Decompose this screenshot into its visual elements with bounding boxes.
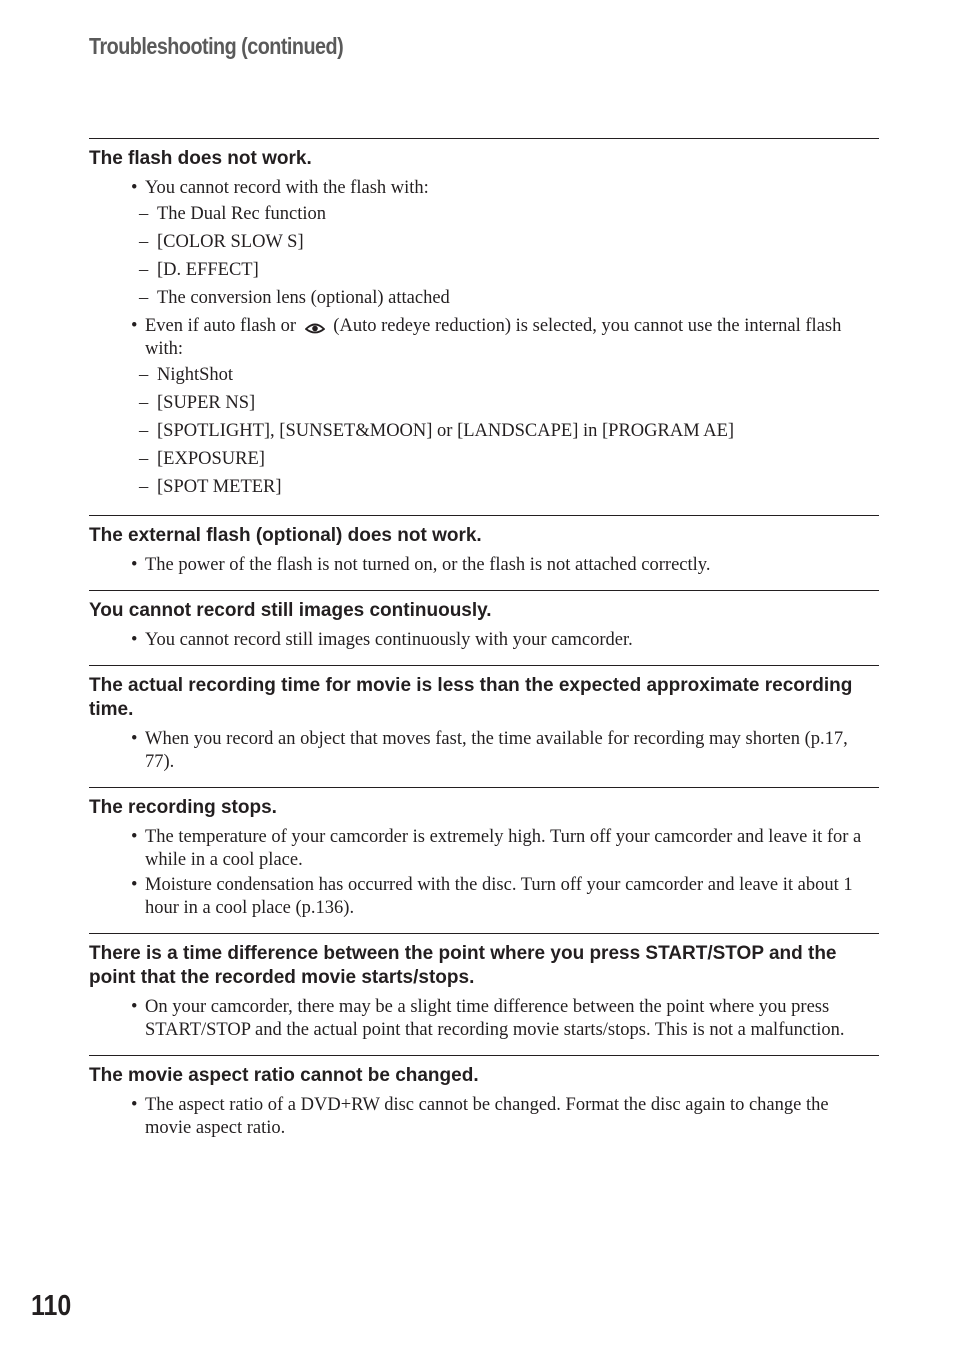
bullet-text: You cannot record still images continuously with your camcorder. bbox=[145, 630, 633, 650]
bullet-item: • When you record an object that moves fast, the time available for recording may shorten (p.17, 77). bbox=[131, 729, 848, 772]
page-number: 110 bbox=[31, 1290, 72, 1322]
bullet-text: On your camcorder, there may be a slight time difference between the point where you press START/STOP and the actual point that recording movie starts/stops. This is not a malfunction. bbox=[145, 997, 845, 1040]
bullet-list bbox=[89, 1094, 879, 1140]
section-title: The actual recording time for movie is less than the expected approximate recording time. bbox=[89, 675, 853, 720]
sub-item: – [SPOTLIGHT], [SUNSET&MOON] or [LANDSCAPE] in [PROGRAM AE] bbox=[139, 421, 735, 441]
bullet-text: Even if auto flash or bbox=[145, 316, 297, 336]
section-still-images bbox=[89, 590, 879, 665]
bullet-dot: • bbox=[131, 178, 138, 198]
sub-item: – NightShot bbox=[139, 365, 234, 385]
bullet-item: • Moisture condensation has occurred with the disc. Turn off your camcorder and leave it about 1 hour in a cool place (p.136). bbox=[131, 875, 853, 918]
bullet-text: The temperature of your camcorder is extremely high. Turn off your camcorder and leave it for a while in a cool place. bbox=[145, 827, 862, 870]
bullet-item: • On your camcorder, there may be a slight time difference between the point where you press START/STOP and the actual point that recording movie starts/stops. This is not a malfunction. bbox=[131, 997, 845, 1040]
troubleshooting-content bbox=[89, 138, 879, 1153]
section-title: You cannot record still images continuously. bbox=[89, 600, 492, 621]
sub-item: – [SPOT METER] bbox=[139, 477, 282, 497]
sub-item: – [D. EFFECT] bbox=[139, 260, 259, 280]
bullet-text: When you record an object that moves fast, the time available for recording may shorten (p.17, 77). bbox=[145, 729, 848, 772]
bullet-list bbox=[89, 554, 879, 577]
sub-item: – [SUPER NS] bbox=[139, 393, 256, 413]
section-flash bbox=[89, 138, 879, 515]
bullet-text: The power of the flash is not turned on, or the flash is not attached correctly. bbox=[145, 555, 711, 575]
sub-list bbox=[139, 203, 879, 310]
bullet-item: • The aspect ratio of a DVD+RW disc cannot be changed. Format the disc again to change the movie aspect ratio. bbox=[131, 1095, 829, 1138]
bullet-item: • You cannot record still images continuously with your camcorder. bbox=[131, 630, 633, 650]
bullet-list bbox=[89, 177, 879, 499]
sub-item: – The Dual Rec function bbox=[139, 204, 327, 224]
eye-icon bbox=[305, 321, 325, 335]
bullet-dot: • bbox=[131, 316, 138, 336]
section-title: The flash does not work. bbox=[89, 148, 312, 169]
bullet-item: • The temperature of your camcorder is extremely high. Turn off your camcorder and leave it for a while in a cool place. bbox=[131, 827, 862, 870]
section-recording-time bbox=[89, 665, 879, 787]
sub-item: – [EXPOSURE] bbox=[139, 449, 265, 469]
sub-list bbox=[139, 364, 879, 499]
bullet-item: • The power of the flash is not turned on, or the flash is not attached correctly. bbox=[131, 555, 711, 575]
bullet-text: Moisture condensation has occurred with the disc. Turn off your camcorder and leave it about 1 hour in a cool place (p.136). bbox=[145, 875, 853, 918]
section-time-difference bbox=[89, 933, 879, 1055]
section-title: The recording stops. bbox=[89, 797, 277, 818]
section-external-flash bbox=[89, 515, 879, 590]
bullet-list bbox=[89, 826, 879, 920]
section-title: The movie aspect ratio cannot be changed. bbox=[89, 1065, 479, 1086]
section-title: The external flash (optional) does not work. bbox=[89, 525, 482, 546]
bullet-list bbox=[89, 629, 879, 652]
bullet-text: The aspect ratio of a DVD+RW disc cannot be changed. Format the disc again to change the movie aspect ratio. bbox=[145, 1095, 829, 1138]
sub-item: – The conversion lens (optional) attached bbox=[139, 288, 450, 308]
bullet-item bbox=[89, 177, 879, 310]
bullet-list bbox=[89, 996, 879, 1042]
bullet-list bbox=[89, 728, 879, 774]
sub-item: – [COLOR SLOW S] bbox=[139, 232, 304, 252]
bullet-text: You cannot record with the flash with: bbox=[145, 178, 429, 198]
section-title: There is a time difference between the point where you press START/STOP and the point that the recorded movie starts/stops. bbox=[89, 943, 837, 988]
page-header-title: Troubleshooting (continued) bbox=[89, 33, 344, 59]
bullet-item bbox=[89, 315, 879, 499]
section-recording-stops bbox=[89, 787, 879, 933]
bullet-text: (Auto redeye reduction) is selected, you cannot use the internal flash with: bbox=[145, 316, 842, 359]
section-aspect-ratio bbox=[89, 1055, 879, 1153]
